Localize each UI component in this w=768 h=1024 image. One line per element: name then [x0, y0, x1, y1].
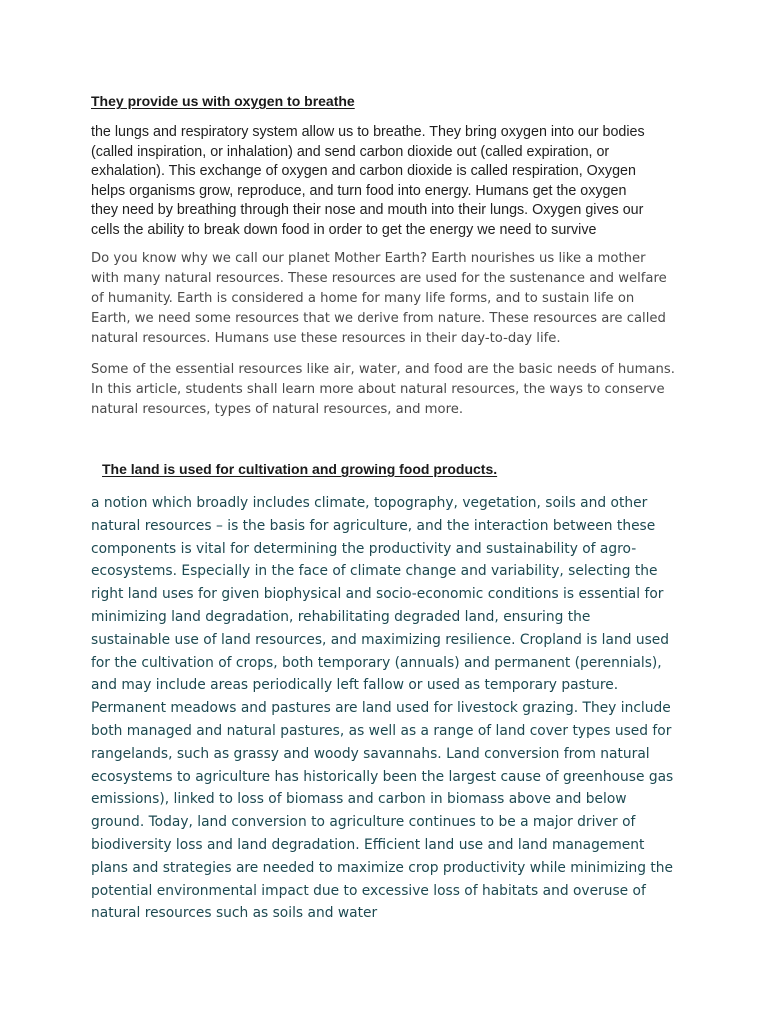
land-use-paragraph: a notion which broadly includes climate, topography, vegetation, soils and other natural resources – is the basis for agriculture, and the interaction between these components is vital for determining the productivity and sustainability of agro- ecosystems. Especially in the face of climate change and variability, selecting the right land uses for given biophysical and socio-economic conditions is essential for minimizing land degradation, rehabilitating degraded land, ensuring the sustainable use of land resources, and maximizing resilience. Cropland is land used for the cultivation of crops, both temporary (annuals) and permanent (perennials), and may include areas periodically left fallow or used as temporary pasture. Permanent meadows and pastures are land used for livestock grazing. They include both managed and natural pastures, as well as a range of land cover types used for rangelands, such as grassy and woody savannahs. Land conversion from natural ecosystems to agriculture has historically been the largest cause of greenhouse gas emissions), linked to loss of biomass and carbon in biomass above and below ground. Today, land conversion to agriculture continues to be a major driver of biodiversity loss and land degradation. Efficient land use and land management plans and strategies are needed to maximize crop productivity while minimizing the potential environmental impact due to excessive loss of habitats and overuse of natural resources such as soils and water: [91, 495, 674, 922]
oxygen-heading: They provide us with oxygen to breathe: [91, 93, 355, 109]
oxygen-paragraph: the lungs and respiratory system allow us to breathe. They bring oxygen into our bodies (called inspiration, or inhalation) and send carbon dioxide out (called expiration, or exhalation). This exchange of oxygen and carbon dioxide is called respiration, Oxygen helps organisms grow, reproduce, and turn food into energy. Humans get the oxygen they need by breathing through their nose and mouth into their lungs. Oxygen gives our cells the ability to break down food in order to get the energy we need to survive: [91, 124, 645, 238]
land-cultivation-heading: The land is used for cultivation and growing food products.: [102, 461, 498, 477]
essential-resources-paragraph: Some of the essential resources like air, water, and food are the basic needs of humans. In this article, students shall learn more about natural resources, the ways to conserve natural resources, types of natural resources, and more.: [91, 362, 675, 417]
mother-earth-paragraph: Do you know why we call our planet Mother Earth? Earth nourishes us like a mother with many natural resources. These resources are used for the sustenance and welfare of humanity. Earth is considered a home for many life forms, and to sustain life on Earth, we need some resources that we derive from nature. These resources are called natural resources. Humans use these resources in their day-to-day life.: [91, 251, 667, 346]
